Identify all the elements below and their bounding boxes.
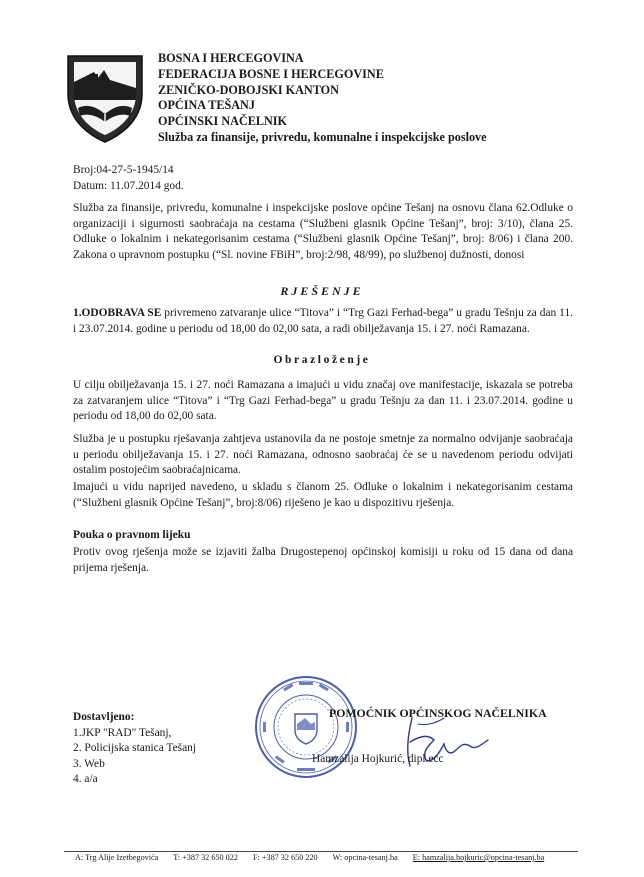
decision-text: privremeno zatvaranje ulice “Titova” i “Trg Gazi Ferhad-bega” u gradu Tešnju za dan 11. i 23.07.2014. godine u periodu od 18,00 do 02,00 sata, a radi obilježavanja 15. i 27. noći Ramazana. bbox=[73, 307, 574, 335]
decision-title: RJEŠENJE bbox=[280, 284, 364, 298]
header-federation: FEDERACIJA BOSNE I HERCEGOVINE bbox=[158, 66, 384, 81]
distribution-item: 3. Web bbox=[73, 757, 105, 770]
reasoning-title: Obrazloženje bbox=[273, 354, 371, 366]
distribution-item: 2. Policijska stanica Tešanj bbox=[73, 742, 196, 754]
footer-divider bbox=[64, 851, 578, 852]
distribution-list bbox=[73, 710, 196, 788]
header-canton: ZENIČKO-DOBOJSKI KANTON bbox=[158, 82, 339, 97]
distribution-title: Dostavljeno: bbox=[73, 711, 135, 723]
decision-paragraph bbox=[73, 306, 573, 337]
header-country: BOSNA I HERCEGOVINA bbox=[158, 51, 304, 65]
reasoning-paragraph-1: U cilju obilježavanja 15. i 27. noći Ramazana a imajući u vidu značaj ove manifestacije, iskazala se potreba za zatvaranjem ulice “Titova” i “Trg Gazi Ferhad-bega” u gradu Tešnju za dan 11. i 23.07.2014. godine u periodu od 18,00 do 02,00 sata. bbox=[73, 379, 573, 422]
institution-header bbox=[158, 51, 487, 146]
document-date: Datum: 11.07.2014 god. bbox=[73, 180, 184, 192]
reference-number: Broj:04-27-5-1945/14 bbox=[73, 164, 174, 176]
coat-of-arms-logo bbox=[64, 52, 146, 144]
header-mayor: OPĆINSKI NAČELNIK bbox=[158, 114, 288, 129]
header-service: Služba za finansije, privredu, komunalne i inspekcijske poslove bbox=[158, 129, 487, 144]
signatory-name: Hamzalija Hojkurić, dipl.ecc bbox=[312, 753, 444, 765]
footer bbox=[75, 853, 544, 862]
distribution-item: 1.JKP "RAD" Tešanj, bbox=[73, 726, 172, 739]
footer-web[interactable]: W: opcina-tesanj.ba bbox=[332, 853, 398, 862]
legal-remedy-title: Pouka o pravnom lijeku bbox=[73, 529, 191, 541]
signatory-title: POMOĆNIK OPĆINSKOG NAČELNIKA bbox=[329, 706, 547, 720]
footer-fax: F: +387 32 650 220 bbox=[252, 853, 318, 862]
legal-remedy-text: Protiv ovog rješenja može se izjaviti žalba Drugostepenoj općinskoj komisiji u roku od 15 dana od dana prijema rješenja. bbox=[73, 546, 573, 574]
footer-phone: T: +387 32 650 022 bbox=[173, 853, 238, 862]
reasoning-paragraph-3: Imajući u vidu naprijed navedeno, u skladu s članom 25. Odluke o lokalnim i nekategorisanim cestama (“Službeni glasnik Općine Tešanj”, broj:8/06) riješeno je kao u dispozitivu rješenja. bbox=[73, 481, 573, 509]
footer-email-link[interactable]: E: hamzalija.hojkuric@opcina-tesanj.ba bbox=[412, 853, 545, 862]
decision-lead: 1.ODOBRAVA SE bbox=[73, 307, 162, 319]
intro-paragraph: Služba za finansije, privredu, komunalne i inspekcijske poslove općine Tešanj na osnovu člana 62.Odluke o organizaciji i sigurnosti saobraćaja na cestama (“Službeni glasnik Općine Tešanj”, broj: 3/10), člana 25. Odluke o lokalnim i nekategorisanim cestama (“Službeni glasnik Općine Tešanj”, broj: 8/06) i člana 200. Zakona o upravnom postupku (“Sl. novine FBiH”, broj:2/98, 48/99), po službenoj dužnosti, donosi bbox=[73, 202, 573, 261]
document-meta bbox=[73, 162, 184, 194]
distribution-item: 4. a/a bbox=[73, 773, 98, 785]
footer-address: A: Trg Alije Izetbegovića bbox=[75, 853, 159, 862]
reasoning-paragraph-2: Služba je u postupku rješavanja zahtjeva ustanovila da ne postoje smetnje za normalno odvijanje saobraćaja u periodu obilježavanja 15. i 27. noći Ramazana, odnosno saobraćaj će se u navedenom periodu odvijati ostalim postojećim saobraćajnicama. bbox=[73, 433, 573, 476]
header-municipality: OPĆINA TEŠANJ bbox=[158, 98, 255, 113]
